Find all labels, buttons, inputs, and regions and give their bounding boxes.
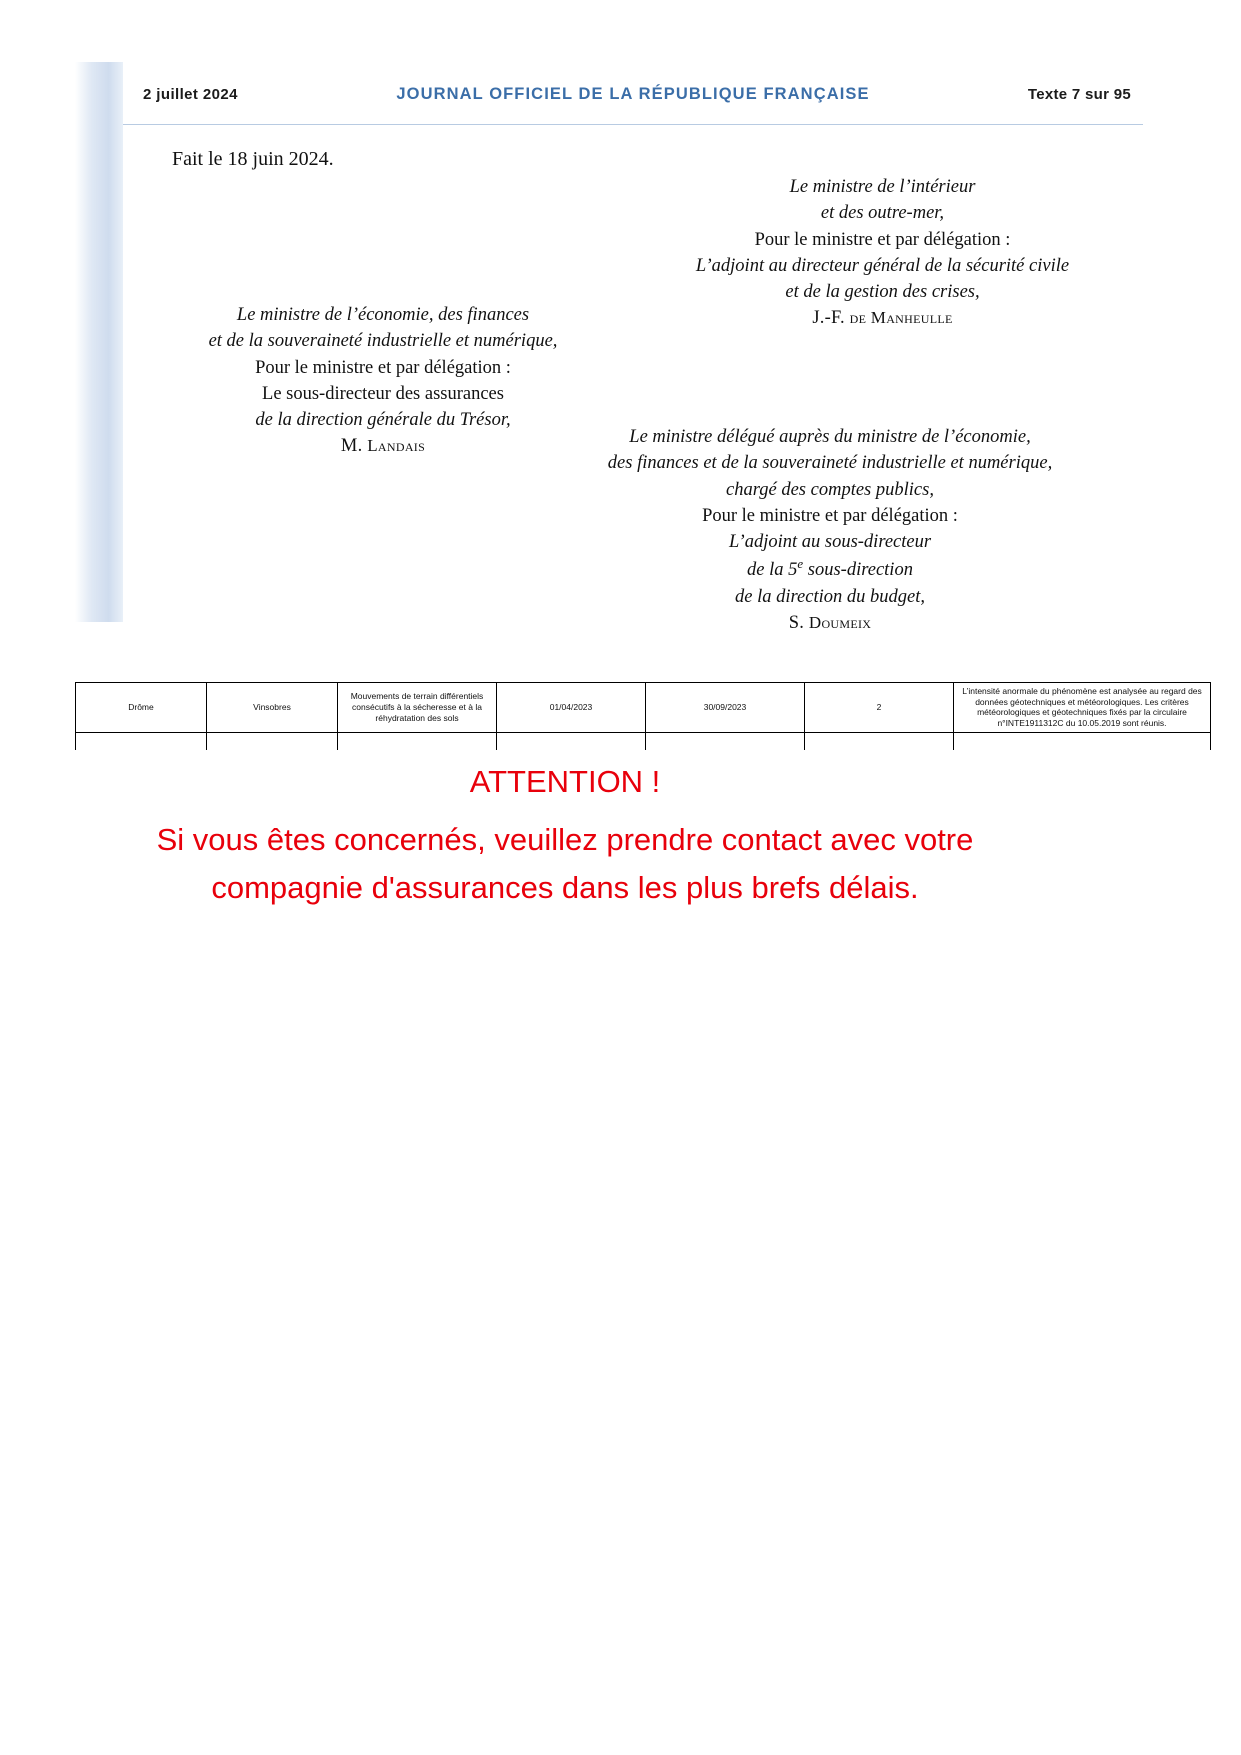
signature-line: Pour le ministre et par délégation :	[255, 357, 511, 378]
signatory-surname: de Manheulle	[849, 308, 953, 328]
signature-date-line: Fait le 18 juin 2024.	[172, 148, 334, 170]
signatory-surname: Doumeix	[808, 613, 872, 633]
signature-line: L’adjoint au directeur général de la sécurité civile	[695, 255, 1070, 276]
cell-empty	[207, 732, 338, 750]
signature-line: Pour le ministre et par délégation :	[702, 505, 958, 526]
cell-peril: Mouvements de terrain différentiels consécutifs à la sécheresse et à la réhydratation des sols	[338, 683, 497, 733]
cell-note: L’intensité anormale du phénomène est analysée au regard des données géotechniques et météorologiques. Les critères météorologiques et géotechniques fixés par la circulaire n°INTE1911312C du 10.05.2019 sont réunis.	[954, 683, 1211, 733]
notice-body-line: Si vous êtes concernés, veuillez prendre contact avec votre	[156, 822, 974, 858]
cell-empty	[646, 732, 805, 750]
signature-line: de la direction générale du Trésor,	[255, 410, 511, 431]
signatory-initials: J.-F.	[812, 308, 845, 329]
cell-empty	[338, 732, 497, 750]
signature-line: Pour le ministre et par délégation :	[754, 229, 1011, 250]
signature-line: et des outre-mer,	[820, 203, 945, 224]
signature-block-comptes-publics	[530, 424, 1130, 636]
cell-empty	[76, 732, 207, 750]
notice-body	[60, 816, 1070, 912]
notice-title: ATTENTION !	[469, 764, 661, 799]
signatory-surname: Landais	[367, 436, 426, 456]
journal-title: JOURNAL OFFICIEL DE LA RÉPUBLIQUE FRANÇAISE	[396, 85, 870, 103]
signatory-name	[635, 305, 1130, 331]
cell-departement: Drôme	[76, 683, 207, 733]
cell-date-fin: 30/09/2023	[646, 683, 805, 733]
cell-empty	[805, 732, 954, 750]
signature-line: Le ministre de l’intérieur	[789, 177, 976, 197]
cell-numero: 2	[805, 683, 954, 733]
cell-empty	[954, 732, 1211, 750]
notice-body-line: compagnie d'assurances dans les plus brefs délais.	[211, 870, 919, 906]
cell-date-debut: 01/04/2023	[497, 683, 646, 733]
folio-indicator: Texte 7 sur 95	[1027, 86, 1131, 103]
cell-commune: Vinsobres	[207, 683, 338, 733]
signature-line: et de la souveraineté industrielle et numérique,	[208, 331, 558, 352]
signature-line: chargé des comptes publics,	[726, 479, 934, 500]
signatory-initials: S.	[788, 613, 805, 634]
scan-left-shadow	[75, 62, 123, 622]
arrete-table-wrapper	[75, 682, 1202, 750]
journal-officiel-page	[75, 62, 1150, 634]
signature-line: Le ministre de l’économie, des finances	[236, 305, 530, 325]
signatory-initials: M.	[340, 436, 363, 457]
arrete-table	[75, 682, 1211, 750]
signature-line: et de la gestion des crises,	[785, 282, 980, 303]
journal-header	[123, 82, 1143, 125]
table-row	[76, 683, 1211, 733]
signature-block-interieur	[635, 174, 1130, 332]
signature-line: L’adjoint au sous-directeur	[728, 532, 932, 553]
signature-line: de la 5e sous-direction	[747, 556, 913, 581]
publication-date: 2 juillet 2024	[143, 86, 238, 103]
attention-notice	[60, 762, 1070, 912]
signatory-name	[530, 610, 1130, 636]
table-row-partial	[76, 732, 1211, 750]
cell-empty	[497, 732, 646, 750]
signature-line: des finances et de la souveraineté industrielle et numérique,	[607, 453, 1053, 474]
signature-line: de la direction du budget,	[735, 586, 925, 607]
signature-line: Le ministre délégué auprès du ministre de l’économie,	[629, 427, 1031, 447]
signature-line: Le sous-directeur des assurances	[262, 383, 504, 404]
